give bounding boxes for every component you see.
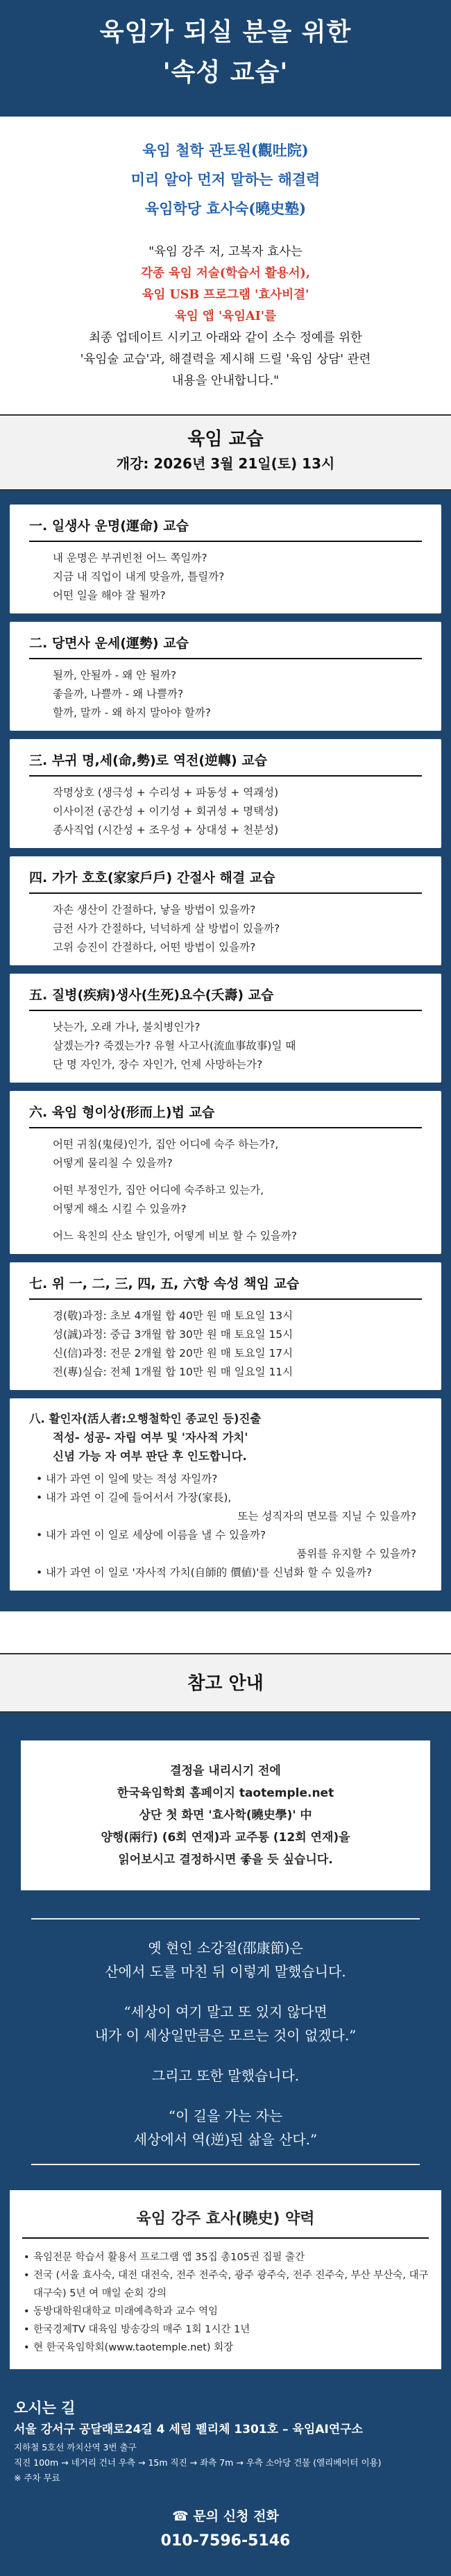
intro-line-3: 육임 USB 프로그램 '효사비결' xyxy=(142,288,309,302)
quote-line: 내가 이 세상일만큼은 모르는 것이 없겠다.” xyxy=(94,2027,357,2044)
list-item: • 내가 과연 이 길에 들어서서 가장(家長), xyxy=(36,1489,422,1507)
quote-line: 산에서 도를 마친 뒤 이렇게 말했습니다. xyxy=(105,1963,346,1980)
bio-title: 육임 강주 효사(曉史) 약력 xyxy=(22,2207,429,2239)
self-check-list xyxy=(29,1470,422,1582)
course-line: 작명상호 (생극성 + 수리성 + 파동성 + 역괘성) xyxy=(53,786,279,799)
course-line: 고위 승진이 간절하다, 어떤 방법이 있을까? xyxy=(53,941,256,954)
intro-line-2: 각종 육임 저술(학습서 활용서), xyxy=(141,266,310,280)
hero-title-line1: 육임가 되실 분을 위한 xyxy=(99,18,352,46)
course-title-8-line1: 八. 활인자(活人者:오행철학인 종교인 등)진출 xyxy=(29,1412,262,1425)
course-line: 어떤 부정인가, 집안 어디에 숙주하고 있는가, xyxy=(53,1184,264,1196)
course-card-7 xyxy=(10,1262,441,1390)
quote-line: 그리고 또한 말했습니다. xyxy=(151,2067,300,2084)
list-item-continuation: 품위를 유지할 수 있을까? xyxy=(296,1548,416,1560)
contact-block xyxy=(14,2505,437,2555)
course-line: 내 운명은 부귀빈천 어느 쪽일까? xyxy=(53,552,207,564)
course-line: 어떻게 물리칠 수 있을까? xyxy=(53,1157,173,1169)
course-line: 살겠는가? 죽겠는가? 유혈 사고사(流血事故事)일 때 xyxy=(53,1040,296,1052)
intro-name-3: 육임학당 효사숙(曉史塾) xyxy=(144,200,307,217)
reference-box xyxy=(21,1740,430,1890)
bio-item: • 한국경제TV 대육임 방송강의 매주 1회 1시간 1년 xyxy=(22,2321,429,2339)
reference-line: 상단 첫 화면 '효사학(曉史學)' 中 xyxy=(139,1808,312,1822)
spacer xyxy=(29,1173,422,1181)
quote-line: “이 길을 가는 자는 xyxy=(168,2108,283,2124)
course-card-5 xyxy=(10,974,441,1083)
list-item: • 내가 과연 이 일로 세상에 이름을 낼 수 있을까? xyxy=(36,1526,422,1545)
list-item-continuation: 또는 성직자의 면모를 지닐 수 있을까? xyxy=(237,1510,416,1523)
intro-names xyxy=(0,117,451,223)
bio-item: • 전국 (서울 효사숙, 대전 대전숙, 전주 전주숙, 광주 광주숙, 전주 진주숙, 부산 부산숙, 대구 대구숙) 5년 여 매일 순회 강의 xyxy=(22,2266,429,2303)
course-line: 전(專)실습: 전체 1개월 합 10만 원 매 일요일 11시 xyxy=(53,1366,293,1378)
course-title-3: 三. 부귀 명,세(命,勢)로 역전(逆轉) 교습 xyxy=(29,750,422,777)
intro-paragraph xyxy=(24,242,427,392)
course-line: 어떤 일을 해야 잘 될까? xyxy=(53,589,166,602)
bio-item: • 육임전문 학습서 활용서 프로그램 앱 35집 총105권 집필 출간 xyxy=(22,2248,429,2266)
course-line: 성(誠)과정: 중급 3개월 합 30만 원 매 토요일 15시 xyxy=(53,1328,293,1341)
reference-line: 양행(兩行) (6회 연재)과 교주통 (12회 연재)을 xyxy=(101,1831,350,1845)
course-card-3 xyxy=(10,739,441,848)
quote-line: “세상이 여기 말고 또 있지 않다면 xyxy=(124,2003,327,2020)
divider xyxy=(31,2164,420,2165)
course-line: 될까, 안될까 - 왜 안 될까? xyxy=(53,669,177,681)
course-card-1 xyxy=(10,505,441,613)
hero-title-line2: '속성 교습' xyxy=(162,58,289,87)
course-line: 자손 생산이 간절하다, 낳을 방법이 있을까? xyxy=(53,904,256,916)
course-line: 경(敬)과정: 초보 4개월 합 40만 원 매 토요일 13시 xyxy=(53,1310,293,1322)
list-item: • 내가 과연 이 일에 맞는 적성 자일까? xyxy=(36,1470,422,1489)
list-item: • 내가 과연 이 일로 '자사적 가치(自師的 價値)'를 신념화 할 수 있을까? xyxy=(36,1564,422,1582)
quote-line: 옛 현인 소강절(邵康節)은 xyxy=(148,1940,303,1956)
reference-line: 결정을 내리시기 전에 xyxy=(170,1764,281,1778)
course-card-8 xyxy=(10,1398,441,1591)
bio-section xyxy=(0,2186,451,2379)
reference-line: 한국육임학회 홈페이지 taotemple.net xyxy=(117,1786,334,1800)
curriculum-opening: 개강: 2026년 3월 21일(토) 13시 xyxy=(116,455,335,472)
intro-line-6: '육임술 교습'과, 해결력을 제시해 드릴 '육임 상담' 관련 xyxy=(80,353,371,366)
curriculum-title: 육임 교습 xyxy=(187,429,264,450)
course-title-4: 四. 가가 호호(家家戶戶) 간절사 해결 교습 xyxy=(29,867,422,894)
intro-line-5: 최종 업데이트 시키고 아래와 같이 소수 정예를 위한 xyxy=(89,331,362,345)
course-card-6 xyxy=(10,1091,441,1254)
course-line: 어떤 귀침(鬼侵)인가, 집안 어디에 숙주 하는가?, xyxy=(53,1138,279,1151)
course-title-6: 六. 육임 형이상(形而上)법 교습 xyxy=(29,1102,422,1128)
course-title-2: 二. 당면사 운세(運勢) 교습 xyxy=(29,633,422,659)
course-title-8-line3: 신념 가능 자 여부 판단 후 인도합니다. xyxy=(53,1450,247,1463)
bio-list xyxy=(22,2248,429,2357)
hero-banner xyxy=(0,0,451,117)
directions-subway: 지하철 5호선 까치산역 3번 출구 xyxy=(14,2442,137,2452)
course-card-2 xyxy=(10,622,441,731)
course-title-1: 一. 일생사 운명(運命) 교습 xyxy=(29,516,422,542)
divider xyxy=(31,1918,420,1920)
contact-label: ☎ 문의 신청 전화 xyxy=(172,2509,279,2524)
curriculum-section xyxy=(0,491,451,1611)
reference-title: 참고 안내 xyxy=(187,1673,264,1694)
bio-box xyxy=(10,2190,441,2369)
course-line: 어떻게 해소 시킬 수 있을까? xyxy=(53,1203,187,1215)
quote-line: 세상에서 역(逆)된 삶을 산다.” xyxy=(133,2131,318,2148)
course-line: 단 명 자인가, 장수 자인가, 언제 사망하는가? xyxy=(53,1058,263,1071)
course-title-5: 五. 질병(疾病)생사(生死)요수(夭壽) 교습 xyxy=(29,985,422,1011)
course-line: 금전 사가 간절하다, 넉넉하게 살 방법이 있을까? xyxy=(53,922,280,935)
directions-title: 오시는 길 xyxy=(14,2400,76,2416)
reference-section xyxy=(0,1713,451,1918)
reference-line: 읽어보시고 결정하시면 좋을 듯 싶습니다. xyxy=(118,1853,333,1867)
reference-banner xyxy=(0,1653,451,1713)
intro-name-1: 육임 철학 관토원(觀吐院) xyxy=(142,142,309,159)
course-line: 지금 내 직업이 내게 맞을까, 틀릴까? xyxy=(53,570,225,583)
phone-number-link[interactable]: 010-7596-5146 xyxy=(160,2532,291,2550)
course-line: 이사이전 (공간성 + 이기성 + 회귀성 + 명택성) xyxy=(53,805,279,817)
course-line: 신(信)과정: 전문 2개월 합 20만 원 매 토요일 17시 xyxy=(53,1347,293,1359)
bio-item: • 현 한국육임학회(www.taotemple.net) 회장 xyxy=(22,2339,429,2357)
intro-name-2: 미리 알아 먼저 말하는 해결력 xyxy=(130,171,321,188)
intro-line-7: 내용을 안내합니다." xyxy=(171,374,280,388)
quote-section xyxy=(0,1918,451,2186)
course-line: 어느 육친의 산소 탈인가, 어떻게 비보 할 수 있을까? xyxy=(53,1230,298,1242)
directions-address: 서울 강서구 공달래로24길 4 세림 펠리체 1301호 – 육임AI연구소 xyxy=(14,2423,363,2437)
bio-item: • 동방대학원대학교 미래예측학과 교수 역임 xyxy=(22,2303,429,2321)
course-line: 낫는가, 오래 가나, 불치병인가? xyxy=(53,1021,201,1033)
course-title-7: 七. 위 一, 二, 三, 四, 五, 六항 속성 책임 교습 xyxy=(29,1273,422,1300)
intro-line-4: 육임 앱 '육임AI'를 xyxy=(174,310,277,323)
course-line: 할까, 말까 - 왜 하지 말아야 할까? xyxy=(53,706,211,719)
course-title-8-line2: 적성- 성공- 자립 여부 및 '자사적 가치' xyxy=(53,1431,248,1444)
course-line: 좋을까, 나쁠까 - 왜 나쁠까? xyxy=(53,688,184,700)
course-card-4 xyxy=(10,856,441,965)
directions-parking: ※ 주차 무료 xyxy=(14,2473,60,2483)
course-line: 종사직업 (시간성 + 조우성 + 상대성 + 천분성) xyxy=(53,824,279,836)
directions-section xyxy=(0,2379,451,2576)
spacer xyxy=(29,1219,422,1227)
intro-line-1: "육임 강주 저, 고복자 효사는 xyxy=(148,245,303,259)
curriculum-banner xyxy=(0,414,451,491)
directions-route: 직진 100m → 네거리 건너 우측 → 15m 직진 → 좌측 7m → 우측 소아당 건물 (엘리베이터 이용) xyxy=(14,2457,382,2468)
